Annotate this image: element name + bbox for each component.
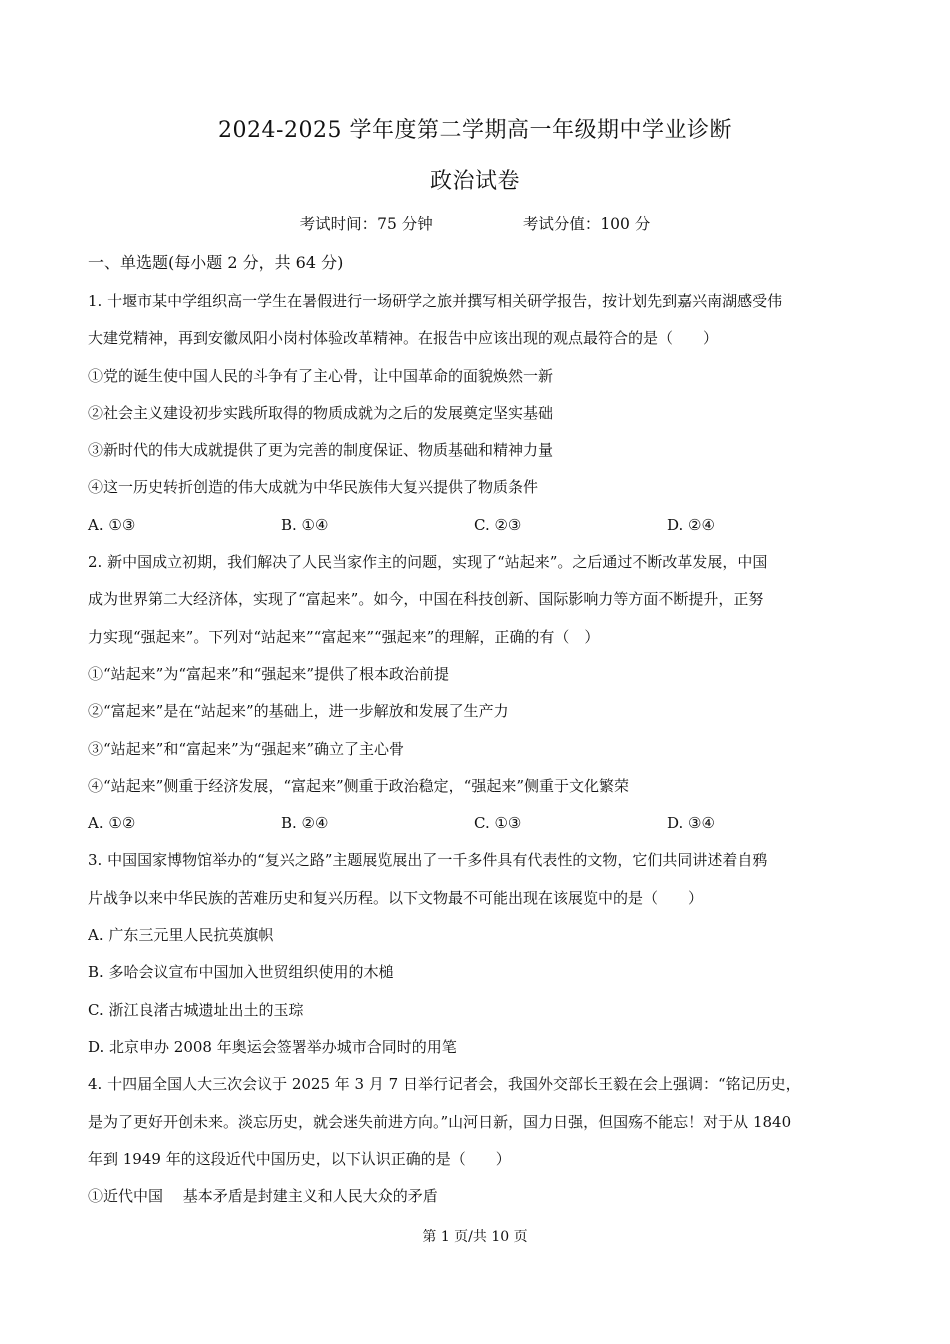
- option-d: D. ②④: [667, 515, 715, 534]
- question-text-line: 4. 十四届全国人大三次会议于 2025 年 3 月 7 日举行记者会，我国外交部长王毅在会上强调：“铭记历史，: [88, 1075, 801, 1094]
- statement: ①党的诞生使中国人民的斗争有了主心骨，让中国革命的面貌焕然一新: [88, 366, 554, 385]
- exam-score: 考试分值：100 分: [522, 215, 651, 233]
- question-2: [88, 544, 870, 842]
- option-c: C. ②③: [474, 515, 522, 534]
- option-b: B. ①④: [281, 515, 329, 534]
- question-text-line: 片战争以来中华民族的苦难历史和复兴历程。以下文物最不可能出现在该展览中的是（ ）: [88, 888, 704, 907]
- answer-options: [88, 507, 870, 544]
- answer-options: [88, 805, 870, 842]
- exam-time: 考试时间：75 分钟: [299, 215, 433, 233]
- question-list: [88, 283, 870, 1215]
- option-b: B. ②④: [281, 814, 329, 833]
- statement: ③新时代的伟大成就提供了更为完善的制度保证、物质基础和精神力量: [88, 441, 554, 460]
- option-a: A. 广东三元里人民抗英旗帜: [88, 926, 274, 945]
- question-text-line: 2. 新中国成立初期，我们解决了人民当家作主的问题，实现了“站起来”。之后通过不断改革发展，中国: [88, 553, 768, 572]
- option-c: C. 浙江良渚古城遗址出土的玉琮: [88, 1000, 304, 1019]
- page-footer: 第 1 页/共 10 页: [422, 1229, 528, 1245]
- option-a: A. ①②: [88, 814, 136, 833]
- option-c: C. ①③: [474, 814, 522, 833]
- question-3: [88, 842, 870, 1066]
- question-text-line: 大建党精神，再到安徽凤阳小岗村体验改革精神。在报告中应该出现的观点最符合的是（ ）: [88, 329, 719, 348]
- statement: ①“站起来”为“富起来”和“强起来”提供了根本政治前提: [88, 664, 450, 683]
- section-title: 一、单选题(每小题 2 分，共 64 分): [88, 253, 344, 272]
- option-d: D. ③④: [667, 814, 715, 833]
- exam-meta: [0, 212, 950, 234]
- question-text-line: 3. 中国国家博物馆举办的“复兴之路”主题展览展出了一千多件具有代表性的文物，它们共同讲述着自鸦: [88, 851, 768, 870]
- statement: ②社会主义建设初步实践所取得的物质成就为之后的发展奠定坚实基础: [88, 403, 554, 422]
- statement: ①近代中国 基本矛盾是封建主义和人民大众的矛盾: [88, 1187, 438, 1206]
- statement: ③“站起来”和“富起来”为“强起来”确立了主心骨: [88, 739, 405, 758]
- question-text-line: 是为了更好开创未来。淡忘历史，就会迷失前进方向。”山河日新，国力日强，但国殇不能忘！对于从 1840: [88, 1112, 792, 1131]
- exam-subtitle: 政治试卷: [429, 169, 520, 194]
- statement: ④这一历史转折创造的伟大成就为中华民族伟大复兴提供了物质条件: [88, 478, 539, 497]
- option-d: D. 北京申办 2008 年奥运会签署举办城市合同时的用笔: [88, 1037, 457, 1056]
- option-a: A. ①③: [88, 515, 136, 534]
- question-text-line: 力实现“强起来”。下列对“站起来”“富起来”“强起来”的理解，正确的有（ ）: [88, 627, 600, 646]
- statement: ④“站起来”侧重于经济发展，“富起来”侧重于政治稳定，“强起来”侧重于文化繁荣: [88, 776, 630, 795]
- statement: ②“富起来”是在“站起来”的基础上，进一步解放和发展了生产力: [88, 702, 509, 721]
- question-text-line: 年到 1949 年的这段近代中国历史，以下认识正确的是（ ）: [88, 1149, 511, 1168]
- question-text-line: 1. 十堰市某中学组织高一学生在暑假进行一场研学之旅并撰写相关研学报告，按计划先到嘉兴南湖感受伟: [88, 292, 783, 310]
- question-4: [88, 1066, 870, 1215]
- exam-title: 2024-2025 学年度第二学期高一年级期中学业诊断: [218, 118, 732, 143]
- question-text-line: 成为世界第二大经济体，实现了“富起来”。如今，中国在科技创新、国际影响力等方面不断提升，正努: [88, 590, 764, 609]
- question-1: [88, 283, 870, 544]
- option-b: B. 多哈会议宣布中国加入世贸组织使用的木槌: [88, 963, 394, 982]
